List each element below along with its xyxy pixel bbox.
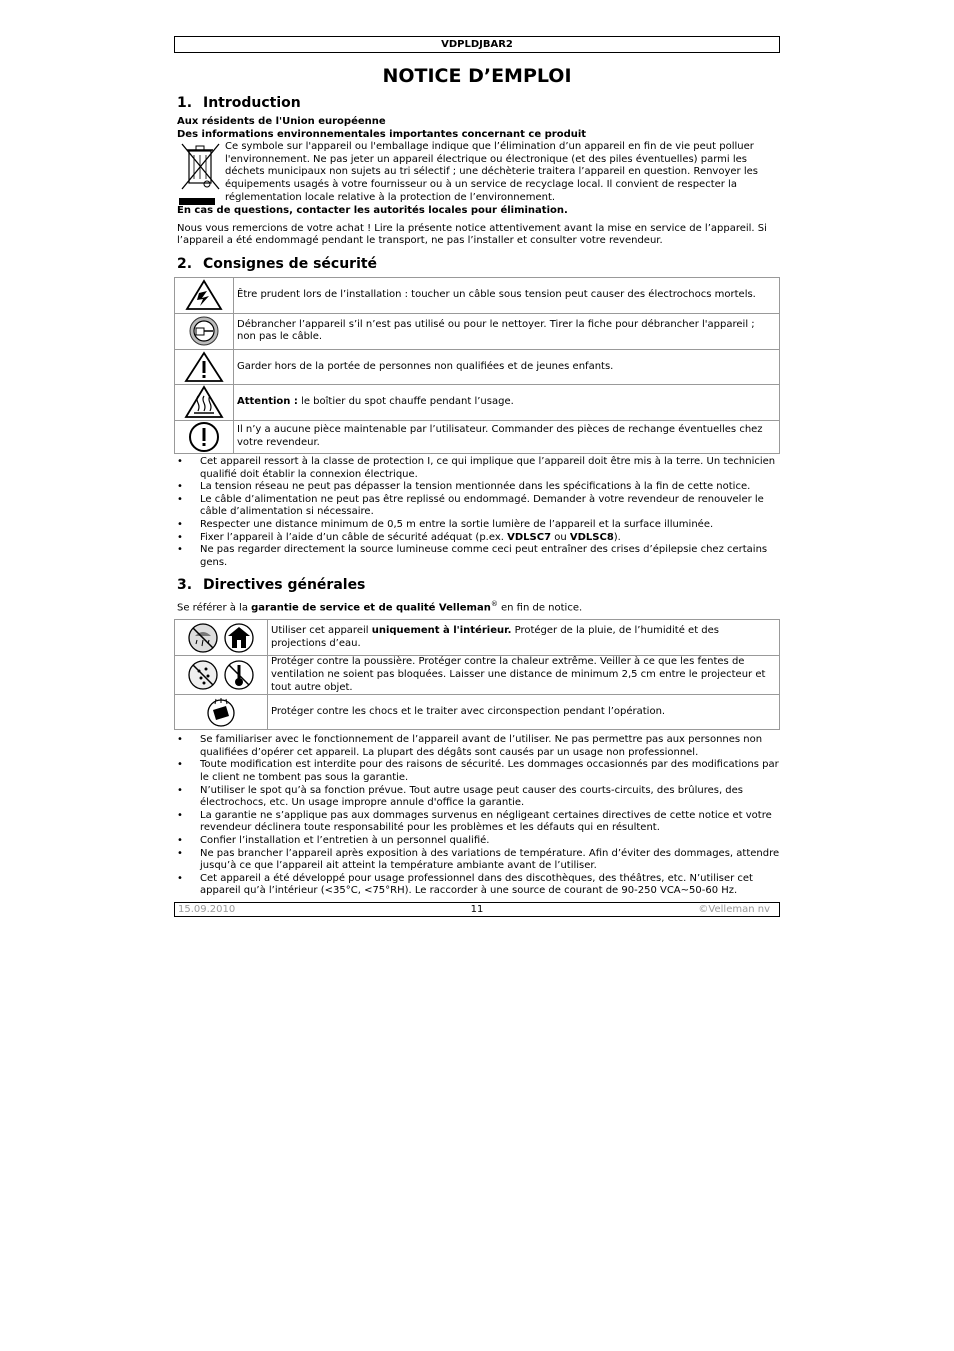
list-item: • Ne pas regarder directement la source lumineuse comme ceci peut entraîner des crises d’épilepsie chez certains gens. xyxy=(200,544,780,569)
table-row xyxy=(175,313,780,349)
section-heading-general: 3. Directives générales xyxy=(177,577,366,594)
general-row-text: Protéger contre les chocs et le traiter avec circonspection pendant l’opération. xyxy=(268,695,780,730)
page-title: NOTICE D’EMPLOI xyxy=(382,65,572,87)
crossed-bin-icon xyxy=(177,141,225,205)
general-row-text: Utiliser cet appareil uniquement à l'intérieur. Protéger de la pluie, de l’humidité et des projections d’eau. xyxy=(268,620,780,656)
table-row xyxy=(175,656,780,695)
section-heading-intro: 1. Introduction xyxy=(177,95,301,111)
footer-date: 15.09.2010 xyxy=(178,904,236,915)
table-row xyxy=(175,695,780,730)
table-row xyxy=(175,384,780,420)
table-row xyxy=(175,349,780,384)
list-item: • Respecter une distance minimum de 0,5 m entre la sortie lumière de l’appareil et la surface illuminée. xyxy=(200,519,780,532)
list-item: • La garantie ne s’applique pas aux dommages survenus en négligeant certaines directives de cette notice et votre revendeur déclinera toute responsabilité pour les problèmes et les défauts qui en résultent. xyxy=(200,810,780,835)
page-footer xyxy=(174,902,780,917)
general-table xyxy=(174,619,780,730)
unplug-icon xyxy=(175,313,234,349)
safety-row-text: Débrancher l’appareil s’il n’est pas utilisé ou pour le nettoyer. Tirer la fiche pour débrancher l'appareil ; non pas le câble. xyxy=(234,313,780,349)
no-dust-icon xyxy=(187,659,219,691)
general-bullets xyxy=(174,734,780,898)
list-item: • Cet appareil a été développé pour usage professionnel dans des discothèques, des théâtres, etc. N’utiliser cet appareil qu’à l’intérieur (<35°C, <75°RH). Le raccorder à une source de courant de 90-250 VCA~50-60 Hz. xyxy=(200,873,780,898)
weee-text: Ce symbole sur l'appareil ou l'emballage indique que l’élimination d’un appareil en fin de vie peut polluer l'environnement. Ne pas jeter un appareil électrique ou électronique (et des piles éventuelles) parmi les déchets municipaux non sujets au tri sélectif ; une déchèterie traitera l’appareil en question. Renvoyer les équipements usagés à votre fournisseur ou à un service de recyclage local. Il convient de respecter la réglementation locale relative à la protection de l’environnement. xyxy=(225,141,758,203)
page-number: 11 xyxy=(470,904,484,915)
list-item: • N’utiliser le spot qu’à sa fonction prévue. Tout autre usage peut causer des courts-circuits, des brûlures, des électrochocs, etc. Un usage impropre annule d'office la garantie. xyxy=(200,785,780,810)
intro-questions: En cas de questions, contacter les autorités locales pour élimination. xyxy=(177,205,568,217)
list-item: • Toute modification est interdite pour des raisons de sécurité. Les dommages occasionnés par des modifications par le client ne tombent pas sous la garantie. xyxy=(200,759,780,784)
safety-row-text: Garder hors de la portée de personnes non qualifiées et de jeunes enfants. xyxy=(234,349,780,384)
page xyxy=(174,36,780,898)
safety-row-text: Attention : le boîtier du spot chauffe pendant l’usage. xyxy=(234,384,780,420)
hot-surface-icon xyxy=(175,384,234,420)
exclamation-circle-icon xyxy=(175,420,234,453)
safety-row-text: Être prudent lors de l’installation : toucher un câble sous tension peut causer des électrochocs mortels. xyxy=(234,277,780,313)
model-header: VDPLDJBAR2 xyxy=(174,36,780,53)
electric-shock-warning-icon xyxy=(175,277,234,313)
table-row xyxy=(175,420,780,453)
list-item: • Se familiariser avec le fonctionnement de l’appareil avant de l’utiliser. Ne pas permettre pas aux personnes non qualifiées d’opérer cet appareil. La plupart des dégâts sont causés par un usage non professionnel. xyxy=(200,734,780,759)
list-item: • Confier l’installation et l’entretien à un personnel qualifié. xyxy=(200,835,780,848)
safety-table xyxy=(174,277,780,454)
table-row xyxy=(175,277,780,313)
intro-subheading-eu: Aux résidents de l'Union européenne xyxy=(177,116,386,127)
warning-triangle-icon xyxy=(175,349,234,384)
general-row-text: Protéger contre la poussière. Protéger contre la chaleur extrême. Veiller à ce que les fentes de ventilation ne soient pas bloquées. Laisser une distance de minimum 2,5 cm entre le projecteur et tout autre objet. xyxy=(268,656,780,695)
indoor-only-icon xyxy=(223,622,255,654)
safety-row-text: Il n’y a aucune pièce maintenable par l’utilisateur. Commander des pièces de rechange éventuelles chez votre revendeur. xyxy=(234,420,780,453)
section-heading-safety: 2. Consignes de sécurité xyxy=(177,255,378,272)
table-row xyxy=(175,620,780,656)
list-item: • Le câble d’alimentation ne peut pas être replissé ou endommagé. Demander à votre revendeur de renouveler le câble d’alimentation si nécessaire. xyxy=(200,494,780,519)
intro-thanks: Nous vous remercions de votre achat ! Lire la présente notice attentivement avant la mise en service de l’appareil. Si l’appareil a été endommagé pendant le transport, ne pas l’installer et consulter votre revendeur. xyxy=(177,222,767,247)
no-rain-icon xyxy=(187,622,219,654)
safety-bullets xyxy=(174,456,780,569)
weee-block xyxy=(177,141,780,205)
general-intro: Se référer à la garantie de service et de qualité Velleman® en fin de notice. xyxy=(177,600,583,614)
handle-with-care-icon xyxy=(175,695,268,730)
list-item: • La tension réseau ne peut pas dépasser la tension mentionnée dans les spécifications à la fin de cette notice. xyxy=(200,481,780,494)
intro-subheading-env: Des informations environnementales importantes concernant ce produit xyxy=(177,128,587,140)
no-heat-icon xyxy=(223,659,255,691)
list-item: • Cet appareil ressort à la classe de protection I, ce qui implique que l’appareil doit être mis à la terre. Un technicien qualifié doit établir la connexion électrique. xyxy=(200,456,780,481)
list-item: • Ne pas brancher l’appareil après exposition à des variations de température. Afin d’éviter des dommages, attendre jusqu’à ce que l’appareil ait atteint la température ambiante avant de l’utiliser. xyxy=(200,848,780,873)
footer-copyright: ©Velleman nv xyxy=(698,904,770,915)
list-item: • Fixer l’appareil à l’aide d’un câble de sécurité adéquat (p.ex. VDLSC7 ou VDLSC8). xyxy=(200,532,780,545)
